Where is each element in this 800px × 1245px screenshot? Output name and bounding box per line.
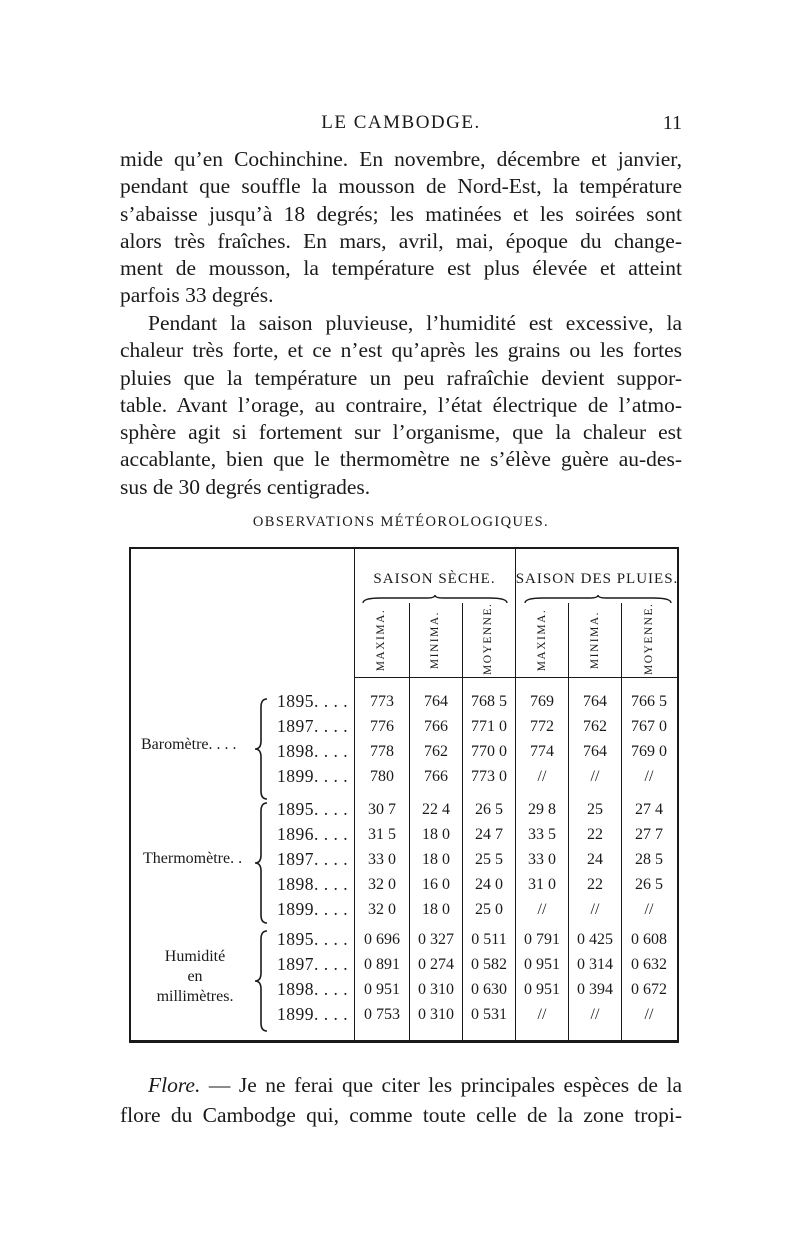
table-cell: 32 0 [368,876,396,893]
table-cell: 0 951 [524,956,560,973]
table-cell: 778 [370,743,394,760]
table-cell: 31 0 [528,876,556,893]
table-cell: 0 274 [418,956,454,973]
table-cell: 0 314 [577,956,613,973]
group-label-thermometre: Thermomètre. . [143,850,243,867]
season-dry-title: SAISON SÈCHE. [373,571,496,587]
running-title: LE CAMBODGE. [321,112,481,133]
table-cell: 0 753 [364,1006,400,1023]
table-cell: 24 0 [475,876,503,893]
row-year: 1897. . . . [277,954,349,974]
table-cell: 0 310 [418,981,454,998]
table-cell: 16 0 [422,876,450,893]
group-label-barometre: Baromètre. . . . [141,736,237,753]
column-rule [568,603,569,1041]
table-cell: 0 951 [364,981,400,998]
table-cell: 772 [530,718,554,735]
table-cell: 29 8 [528,801,556,818]
table-cell: 0 608 [631,931,667,948]
table-cell: 766 [424,718,448,735]
table-cell: 773 0 [471,768,507,785]
table-cell: 762 [424,743,448,760]
header-rule [354,677,679,678]
table-cell: 33 0 [528,851,556,868]
table-cell: 0 791 [524,931,560,948]
table-cell: 762 [583,718,607,735]
table-cell: 30 7 [368,801,396,818]
text-line: ment de mousson, la température est plus élevée et atteint [120,256,682,281]
page-number: 11 [662,112,682,134]
table-cell: 28 5 [635,851,663,868]
text-line: parfois 33 degrés. [120,283,274,308]
text-line: chaleur très forte, et ce n’est qu’après les grains ou les fortes [120,338,682,363]
table-cell: 24 [587,851,603,868]
row-year: 1895. . . . [277,929,349,949]
col-header-minima-rainy: MINIMA. [589,610,601,670]
paragraph-flore [120,1070,682,1130]
table-cell: 24 7 [475,826,503,843]
table-title: OBSERVATIONS MÉTÉOROLOGIQUES. [252,514,550,530]
col-header-maxima-rainy: MAXIMA. [536,608,548,672]
column-rule [409,603,410,1041]
table-cell: 769 [530,693,554,710]
table-cell: 764 [424,693,448,710]
table-cell: 26 5 [635,876,663,893]
table-cell: // [590,1006,600,1023]
table-cell: // [537,768,547,785]
table-cell: 770 0 [471,743,507,760]
table-cell: // [644,901,654,918]
row-year: 1898. . . . [277,979,349,999]
table-cell: 27 7 [635,826,663,843]
table-cell: 0 632 [631,956,667,973]
brace-humidite [253,929,269,1033]
text-line: Pendant la saison pluvieuse, l’humidité est excessive, la [148,311,682,335]
paragraph-1 [120,146,682,310]
col-header-moyenne-rainy: MOYENNE. [643,602,655,675]
row-year: 1898. . . . [277,874,349,894]
text-line: table. Avant l’orage, au contraire, l’état électrique de l’atmo- [120,392,682,417]
text-line: pendant que souffle la mousson de Nord-Est, la température [120,174,682,199]
meteorological-table [129,547,679,1043]
table-cell: 18 0 [422,901,450,918]
table-cell: 33 0 [368,851,396,868]
table-cell: // [537,901,547,918]
table-cell: 764 [583,693,607,710]
row-year: 1895. . . . [277,691,349,711]
table-cell: // [590,901,600,918]
text-line [120,1070,682,1100]
col-header-moyenne-dry: MOYENNE. [482,602,494,675]
group-label-line: en [187,968,203,985]
table-cell: 25 0 [475,901,503,918]
table-cell: // [644,1006,654,1023]
table-cell: 32 0 [368,901,396,918]
row-year: 1899. . . . [277,1004,349,1024]
table-cell: 0 394 [577,981,613,998]
table-cell: 768 5 [471,693,507,710]
table-cell: 26 5 [475,801,503,818]
group-label-humidite [139,947,251,1007]
text-line: pluies que la température un peu rafraîchie devient suppor- [120,365,682,390]
table-cell: 0 531 [471,1006,507,1023]
table-cell: 774 [530,743,554,760]
table-cell: 0 696 [364,931,400,948]
row-year: 1899. . . . [277,899,349,919]
row-year: 1899. . . . [277,766,349,786]
text-run: — Je ne ferai que citer les principales espèces de la [200,1073,682,1097]
table-cell: 0 630 [471,981,507,998]
table-cell: 33 5 [528,826,556,843]
table-cell: 0 672 [631,981,667,998]
table-cell: 773 [370,693,394,710]
season-rainy-title: SAISON DES PLUIES. [515,571,679,587]
table-cell: 0 327 [418,931,454,948]
table-cell: // [644,768,654,785]
group-label-line: Humidité [164,948,226,965]
column-rule [621,603,622,1041]
text-line: s’abaisse jusqu’à 18 degrés; les matinées et les soirées sont [120,201,682,226]
text-line: flore du Cambodge qui, comme toute celle de la zone tropi- [120,1103,682,1127]
table-cell: 764 [583,743,607,760]
table-cell: 769 0 [631,743,667,760]
text-line: alors très fraîches. En mars, avril, mai, époque du change- [120,228,682,253]
column-rule [462,603,463,1041]
table-cell: 0 891 [364,956,400,973]
row-year: 1897. . . . [277,716,349,736]
table-cell: 25 5 [475,851,503,868]
table-cell: 18 0 [422,826,450,843]
running-header [120,112,682,142]
row-year: 1897. . . . [277,849,349,869]
table-cell: 780 [370,768,394,785]
text-line: mide qu’en Cochinchine. En novembre, décembre et janvier, [120,147,682,171]
table-cell: 776 [370,718,394,735]
table-cell: 22 [587,876,603,893]
brace-barometre [253,697,269,801]
row-year: 1898. . . . [277,741,349,761]
brace-thermometre [253,801,269,925]
table-cell: 27 4 [635,801,663,818]
text-line: accablante, bien que le thermomètre ne s’élève guère au-des- [120,447,682,472]
table-cell: 0 511 [471,931,507,948]
table-cell: 22 4 [422,801,450,818]
table-cell: 0 310 [418,1006,454,1023]
table-cell: 0 582 [471,956,507,973]
text-line: sphère agit si fortement sur l’organisme, que la chaleur est [120,420,682,445]
paragraph-2 [120,310,682,501]
table-cell: 771 0 [471,718,507,735]
table-cell: // [590,768,600,785]
table-cell: 0 425 [577,931,613,948]
col-header-minima-dry: MINIMA. [429,610,441,670]
table-cell: // [537,1006,547,1023]
table-cell: 766 5 [631,693,667,710]
table-cell: 766 [424,768,448,785]
section-lead: Flore. [148,1073,201,1097]
table-cell: 25 [587,801,603,818]
row-year: 1896. . . . [277,824,349,844]
table-cell: 22 [587,826,603,843]
table-cell: 18 0 [422,851,450,868]
table-cell: 31 5 [368,826,396,843]
table-cell: 767 0 [631,718,667,735]
row-year: 1895. . . . [277,799,349,819]
col-header-maxima-dry: MAXIMA. [375,608,387,672]
table-cell: 0 951 [524,981,560,998]
text-line: sus de 30 degrés centigrades. [120,474,371,499]
group-label-line: millimètres. [156,988,234,1005]
